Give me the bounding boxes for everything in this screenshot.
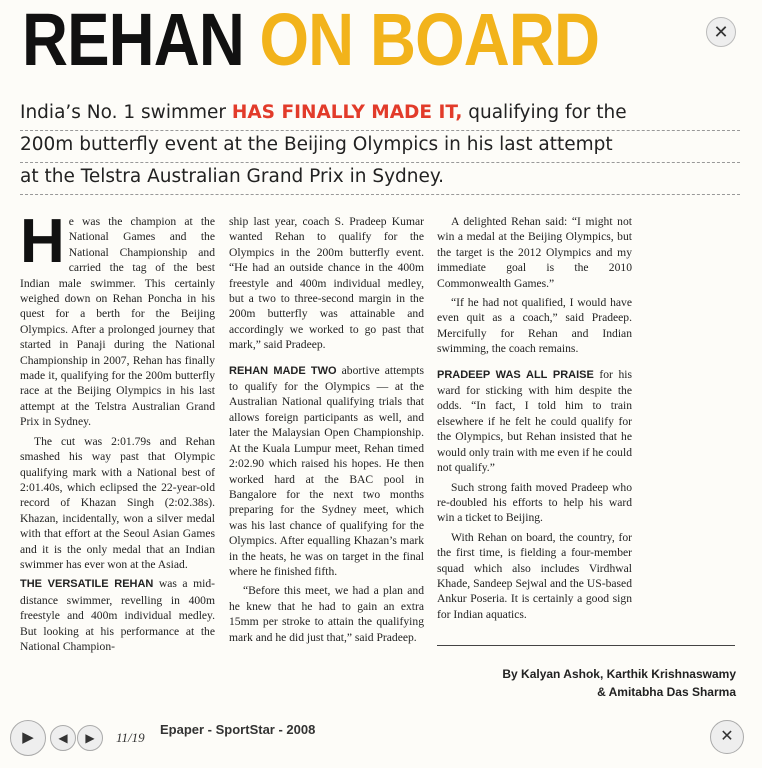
paragraph-text: abortive attempts to qualify for the Olympics — at the Australian National qualifying trials that allows foreign participants as well, and later the Malaysian Open Championship. At the Kuala Lumpur meet, Rehan timed 2:02.90 which raised his hopes. He then worked hard at the BAC pool in Bangalore for the next two months preparing for the Sydney meet, which was his last chance of qualifying for the Olympics. After equalling Khazan’s mark in the heats, he was on target in the final where he finished fifth.	[229, 363, 424, 578]
close-icon: ✕	[720, 728, 734, 745]
prev-page-button[interactable]	[50, 725, 76, 751]
column-2	[229, 214, 424, 649]
byline-rule	[437, 645, 735, 646]
subhead: REHAN MADE TWO	[229, 364, 337, 377]
byline-line-1: By Kalyan Ashok, Karthik Krishnaswamy	[502, 667, 736, 681]
paragraph: ship last year, coach S. Pradeep Kumar wanted Rehan to qualify for the Olympics in the 200m butterfly event. “He had an outside chance in the 400m freestyle and 400m individual medley, but a two to three-second margin in the 200m butterfly was attainable and accordingly we worked to go past that mark,” said Pradeep.	[229, 215, 424, 352]
page-counter: 11/19	[116, 730, 145, 745]
column-3	[437, 214, 632, 626]
deck-line-2: 200m butterfly event at the Beijing Olympics in his last attempt	[20, 131, 740, 163]
subhead: THE VERSATILE REHAN	[20, 578, 154, 591]
article-body	[20, 207, 738, 704]
play-button[interactable]	[10, 720, 46, 756]
byline	[440, 665, 736, 701]
paragraph	[20, 576, 215, 654]
viewer-title: Epaper - SportStar - 2008	[160, 722, 316, 737]
paragraph: The cut was 2:01.79s and Rehan smashed his way past that Olympic qualifying mark with a National best of 2:01.40s, which eclipsed the 22-year-old record of Khazan Singh (2:02.38s). Khazan, incidentally, won a silver medal with that effort at the Seoul Asian Games and it is the only medal that an Indian swimmer has ever won at the Asiad.	[20, 434, 215, 571]
deck	[20, 99, 740, 195]
headline	[22, 0, 600, 81]
paragraph	[20, 207, 215, 430]
paragraph-text: for his ward for sticking with him despite the odds. “In fact, I told him to train elsewhere if he felt he could qualify for the Olympics, but Rehan insisted that he would only train with me even if he could not qualify.”	[437, 367, 632, 475]
dropcap: H	[20, 207, 65, 276]
deck-text: qualifying for the	[462, 102, 627, 123]
headline-word-2: ON BOARD	[259, 0, 600, 81]
viewer-toolbar	[0, 712, 762, 768]
subhead: PRADEEP WAS ALL PRAISE	[437, 368, 594, 381]
column-1	[20, 207, 215, 658]
close-icon: ✕	[713, 22, 729, 42]
prev-icon: ◀	[58, 731, 68, 745]
play-icon: ▶	[22, 729, 34, 746]
deck-line-3: at the Telstra Australian Grand Prix in Sydney.	[20, 163, 740, 195]
paragraph: “Before this meet, we had a plan and he knew that he had to gain an extra 15mm per stroke to attain the qualifying mark and he did just that,” said Pradeep.	[229, 584, 424, 644]
close-top-button[interactable]	[706, 17, 736, 47]
paragraph-text: was a mid-distance swimmer, revelling in 400m freestyle and 400m individual medley. But looking at his performance at the National Champion-	[20, 577, 215, 653]
byline-line-2: & Amitabha Das Sharma	[597, 685, 736, 699]
deck-text: India’s No. 1 swimmer	[20, 102, 232, 123]
paragraph: With Rehan on board, the country, for the first time, is fielding a four-member squad which also includes Virdhwal Khade, Sandeep Sejwal and the US-based Ankur Poseria. It is certainly a good sign for Indian aquatics.	[437, 530, 632, 621]
deck-line-1	[20, 99, 740, 131]
deck-highlight: HAS FINALLY MADE IT,	[231, 102, 463, 123]
paragraph-text: e was the champion at the National Games and the National Championship and carried the tag of the best Indian male swimmer. This certainly weighed down on Rehan Poncha in his quest for a berth for the Beijing Olympics. After a prolonged journey that started in Panaji during the National Championship in 2007, Rehan has finally made it, qualifying for the 200m butterfly race at the Beijing Olympics in his last attempt at the Telstra Australian Grand Prix in Sydney.	[20, 215, 215, 429]
headline-word-1: REHAN	[22, 0, 244, 81]
paragraph	[229, 363, 424, 580]
next-icon: ▶	[85, 731, 95, 745]
close-button[interactable]	[710, 720, 744, 754]
paragraph: A delighted Rehan said: “I might not win a medal at the Beijing Olympics, but the target is the 2012 Olympics and my immediate goal is the 2010 Commonwealth Games.”	[437, 215, 632, 290]
paragraph: Such strong faith moved Pradeep who re-doubled his efforts to help his ward win a ticket to Beijing.	[437, 480, 632, 525]
paragraph	[437, 367, 632, 476]
paragraph: “If he had not qualified, I would have even quit as a coach,” said Pradeep. Mercifully for Rehan and Indian swimming, the coach remains.	[437, 296, 632, 356]
next-page-button[interactable]	[77, 725, 103, 751]
